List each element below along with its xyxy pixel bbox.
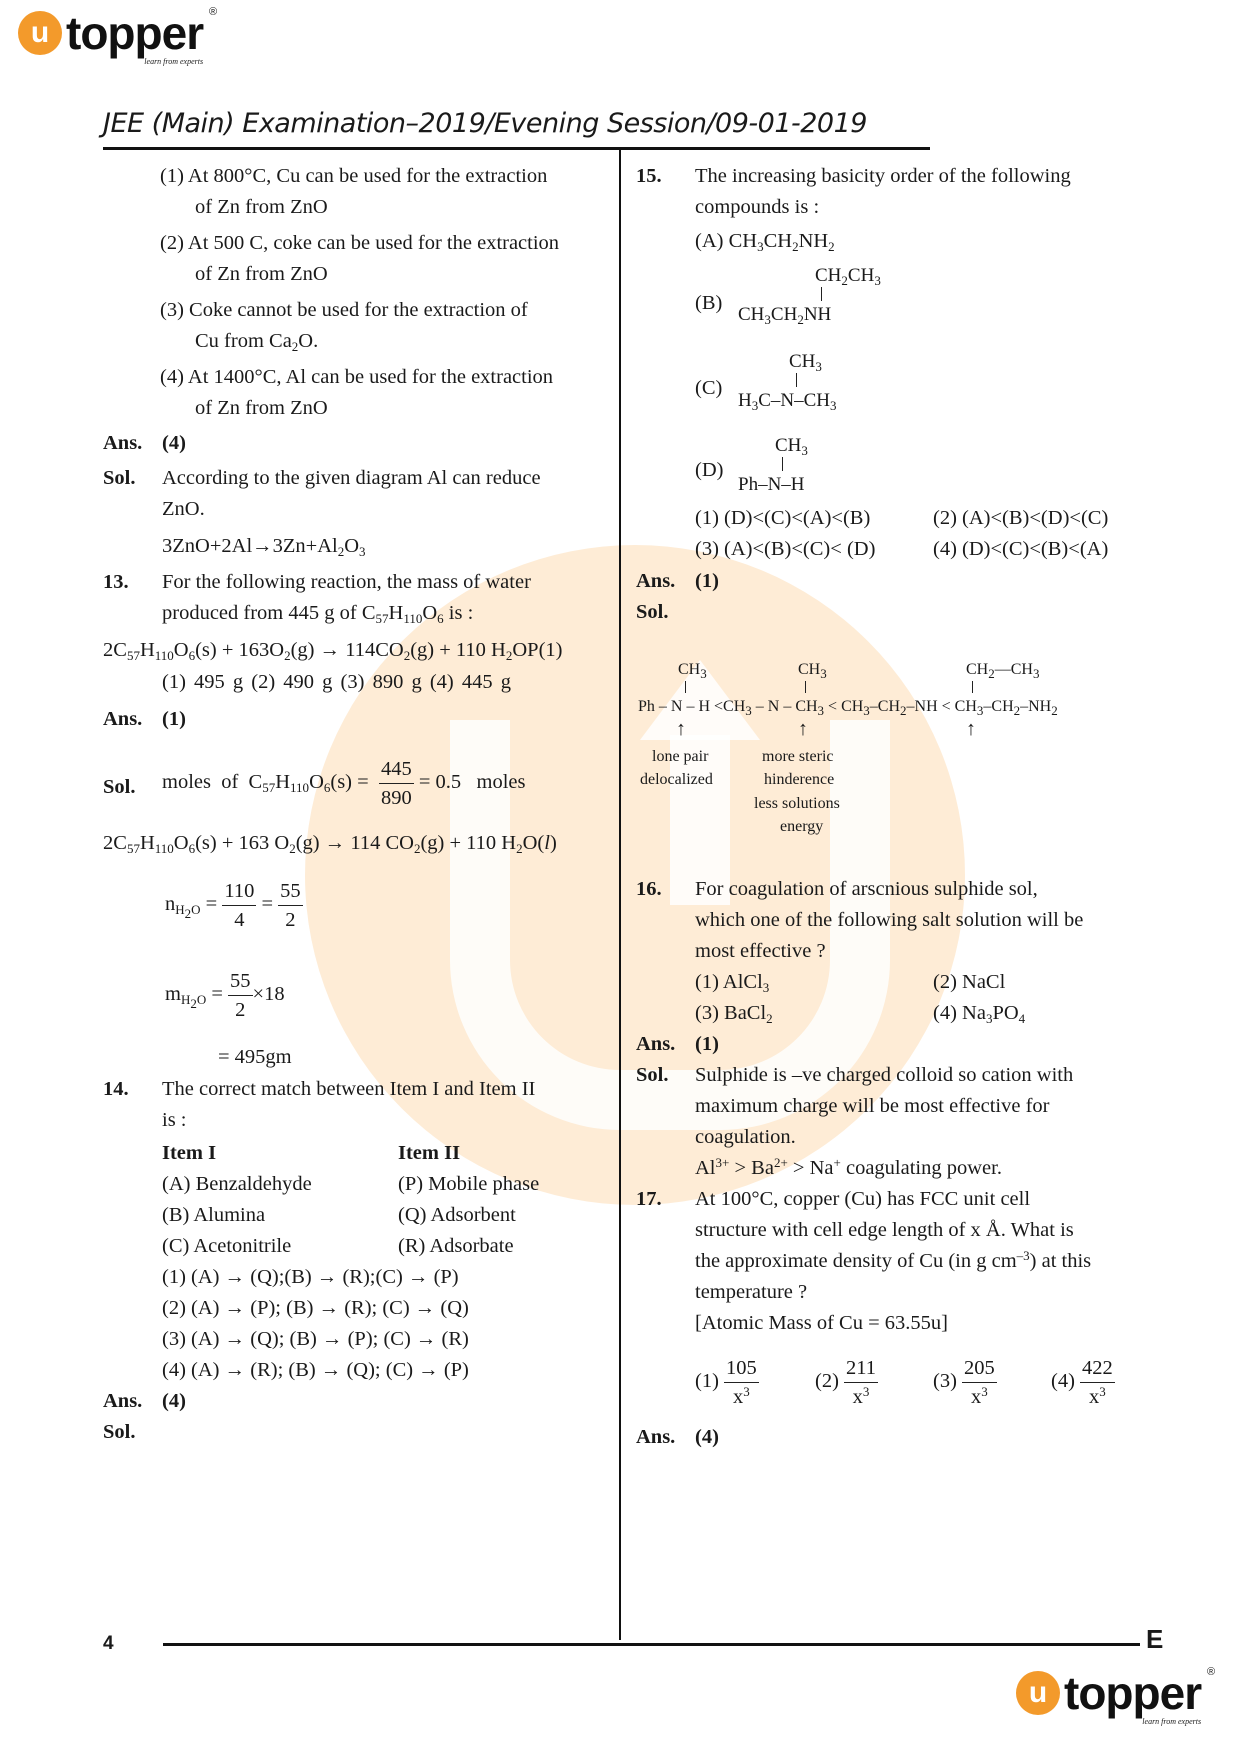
q16-text-line3: most effective ?: [695, 940, 826, 962]
q15-option-2: (2) (A)<(B)<(D)<(C): [933, 507, 1109, 529]
q14-row-a-item2: (P) Mobile phase: [398, 1173, 540, 1195]
brand-logo-top: [18, 6, 218, 66]
brand-logo-circle: u: [18, 11, 62, 55]
q12-opt4-line1: (4) At 1400°C, Al can be used for the extraction: [160, 366, 554, 388]
q17-text-line3: the approximate density of Cu (in g $cm^{-3}$) at this: [695, 1248, 1092, 1272]
q15-sol-arrow-1: ↑: [676, 718, 686, 740]
q15-sol-note1-line1: lone pair: [652, 748, 709, 765]
q12-ans-value: (4): [162, 432, 186, 454]
q14-sol-label: Sol.: [103, 1421, 136, 1443]
q15-sol-arrow-2: ↑: [798, 718, 808, 740]
q15-compound-c-label: (C): [695, 377, 723, 399]
q15-sol-ch3-1: $CH_3$: [678, 661, 707, 681]
header-rule: [103, 147, 930, 150]
q15-sol-note2-line3: less solutions: [754, 795, 840, 812]
q17-ans-label: Ans.: [636, 1426, 676, 1448]
q15-compound-b-label: (B): [695, 292, 723, 314]
q13-text-line2: produced from 445 g of $C_{57}H_{110}O_6$ is :: [162, 602, 474, 626]
q13-sol-n-h2o: $n_{H_2O}$ = $\frac{110}{4}$ = $\frac{55}{2}$: [165, 877, 303, 934]
q14-row-c-item2: (R) Adsorbate: [398, 1235, 514, 1257]
q13-options: (1) 495 g (2) 490 g (3) 890 g (4) 445 g: [162, 671, 511, 693]
q14-option-2: (2) (A) → (P); (B) → (R); (C) → (Q): [162, 1297, 469, 1319]
q14-col2-header: Item II: [398, 1142, 461, 1164]
q12-sol-line2: ZnO.: [162, 498, 205, 520]
q15-compound-c-bond: [796, 373, 797, 387]
q16-sol-line3: coagulation.: [695, 1126, 796, 1148]
q12-opt3-line1: (3) Coke cannot be used for the extraction of: [160, 299, 528, 321]
q15-number: 15.: [636, 165, 662, 187]
q15-sol-ch2ch3: $CH_2—CH_3$: [966, 661, 1040, 681]
q12-sol-equation: $3ZnO+2Al\to 3Zn+Al_2O_3$: [162, 535, 366, 559]
q16-text-line2: which one of the following salt solution will be: [695, 909, 1084, 931]
footer-code: E: [1146, 1624, 1164, 1654]
q16-sol-line2: maximum charge will be most effective for: [695, 1095, 1050, 1117]
q13-reaction: $2C_{57}H_{110}O_6(s) + 163O_2(g) \to 114CO_2(g) + 110$ $H_2OP(1)$: [103, 639, 563, 663]
q15-compound-d-bottom: Ph–N–H: [738, 474, 805, 495]
q12-opt1-line2: of Zn from ZnO: [195, 196, 328, 218]
q13-number: 13.: [103, 571, 129, 593]
q15-compound-a: (A) $CH_3CH_2NH_2$: [695, 230, 835, 254]
q15-ans-value: (1): [695, 570, 719, 592]
q13-sol-result: = 495gm: [218, 1046, 292, 1068]
q13-ans-value: (1): [162, 708, 186, 730]
q16-sol-label: Sol.: [636, 1064, 669, 1086]
page-header: JEE (Main) Examination–2019/Evening Session/09-01-2019: [103, 108, 867, 139]
q15-option-1: (1) (D)<(C)<(A)<(B): [695, 507, 871, 529]
q13-text-line1: For the following reaction, the mass of water: [162, 571, 531, 593]
q15-compound-d-bond: [782, 457, 783, 471]
q13-sol-reaction: $2C_{57}H_{110}O_6(s) + 163$ $O_2(g) \to 114$ $CO_2(g) + 110$ $H_2O(l)$: [103, 832, 557, 856]
q17-text-line5: [Atomic Mass of Cu = 63.55u]: [695, 1312, 948, 1334]
q12-opt4-line2: of Zn from ZnO: [195, 397, 328, 419]
q12-sol-line1: According to the given diagram Al can reduce: [162, 467, 541, 489]
q17-option-1: (1) $\frac{105}{x^3}$: [695, 1354, 759, 1411]
q15-text-line2: compounds is :: [695, 196, 820, 218]
q17-option-2: (2) $\frac{211}{x^3}$: [815, 1354, 878, 1411]
q15-compound-b-top: $CH_2CH_3$: [815, 265, 881, 288]
q15-sol-note2-line2: hinderence: [764, 771, 835, 788]
q15-sol-note2-line1: more steric: [762, 748, 834, 765]
q13-sol-m-h2o: $m_{H_2O}$ = $\frac{55}{2}$ ×18: [165, 967, 285, 1024]
q17-text-line1: At 100°C, copper (Cu) has FCC unit cell: [695, 1188, 1031, 1210]
q15-sol-bond-2: [805, 681, 806, 693]
q15-sol-bond-3: [972, 681, 973, 693]
q13-sol-label: Sol.: [103, 776, 136, 798]
q17-text-line4: temperature ?: [695, 1281, 808, 1303]
q14-text-line1: The correct match between Item I and Item II: [162, 1078, 536, 1100]
q12-ans-label: Ans.: [103, 432, 143, 454]
q12-opt3-line2: Cu from $Ca_2O$.: [195, 330, 319, 354]
q14-option-3: (3) (A) → (Q); (B) → (P); (C) → (R): [162, 1328, 469, 1350]
column-divider: [619, 150, 621, 1640]
q15-sol-ch3-2: $CH_3$: [798, 661, 827, 681]
q15-sol-bond-1: [685, 681, 686, 693]
q14-ans-label: Ans.: [103, 1390, 143, 1412]
q16-ans-value: (1): [695, 1033, 719, 1055]
q14-row-b-item1: (B) Alumina: [162, 1204, 266, 1226]
q15-option-4: (4) (D)<(C)<(B)<(A): [933, 538, 1109, 560]
brand-logo-circle-bottom: u: [1016, 1671, 1060, 1715]
q13-ans-label: Ans.: [103, 708, 143, 730]
q15-compound-c-top: $CH_3$: [789, 351, 822, 374]
q15-compound-c-bottom: $H_3C-N-CH_3$: [738, 390, 837, 413]
q12-sol-label: Sol.: [103, 467, 136, 489]
q15-compound-b-bottom: $CH_3CH_2NH$: [738, 304, 832, 327]
q15-ans-label: Ans.: [636, 570, 676, 592]
brand-name-bottom: topper: [1064, 1667, 1202, 1719]
q15-sol-note1-line2: delocalized: [640, 771, 713, 788]
q14-col1-header: Item I: [162, 1142, 217, 1164]
q15-compound-d-top: $CH_3$: [775, 435, 808, 458]
q14-text-line2: is :: [162, 1109, 187, 1131]
footer-rule: [163, 1643, 1140, 1646]
q15-sol-arrow-3: ↑: [966, 718, 976, 740]
q14-option-1: (1) (A) → (Q);(B) → (R);(C) → (P): [162, 1266, 459, 1288]
q12-opt2-line1: (2) At 500 C, coke can be used for the extraction: [160, 232, 560, 254]
q14-number: 14.: [103, 1078, 129, 1100]
q16-text-line1: For coagulation of arscnious sulphide sol,: [695, 878, 1038, 900]
q15-option-3: (3) (A)<(B)<(C)< (D): [695, 538, 876, 560]
page-number: 4: [103, 1633, 114, 1654]
q12-opt2-line2: of Zn from ZnO: [195, 263, 328, 285]
q17-ans-value: (4): [695, 1426, 719, 1448]
q15-text-line1: The increasing basicity order of the following: [695, 165, 1071, 187]
q13-sol-moles: moles of $C_{57}H_{110}O_6(s)$ = $\frac{445}{890}$ = 0.5 moles: [162, 755, 525, 812]
q16-option-4: (4) $Na_3PO_4$: [933, 1002, 1026, 1026]
q16-ans-label: Ans.: [636, 1033, 676, 1055]
q14-row-c-item1: (C) Acetonitrile: [162, 1235, 292, 1257]
brand-reg: ®: [209, 6, 218, 18]
q16-option-2: (2) NaCl: [933, 971, 1006, 993]
q15-sol-label: Sol.: [636, 601, 669, 623]
q15-compound-b-bond: [821, 287, 822, 301]
q14-row-b-item2: (Q) Adsorbent: [398, 1204, 516, 1226]
q15-compound-d-label: (D): [695, 459, 724, 481]
brand-reg-bottom: ®: [1207, 1666, 1216, 1678]
q15-sol-order: $Ph - N - H <CH_3 - N - CH_3 < CH_3-CH_2-NH < CH_3-CH_2-NH_2$: [638, 698, 1058, 718]
q16-option-3: (3) BaCl$_2$: [695, 1002, 773, 1026]
q16-sol-line1: Sulphide is –ve charged colloid so cation with: [695, 1064, 1074, 1086]
q17-option-4: (4) $\frac{422}{x^3}$: [1051, 1354, 1115, 1411]
q13-moles-fraction: $\frac{445}{890}$: [379, 755, 414, 812]
q14-row-a-item1: (A) Benzaldehyde: [162, 1173, 312, 1195]
q12-opt1-line1: (1) At 800°C, Cu can be used for the extraction: [160, 165, 548, 187]
q17-text-line2: structure with cell edge length of x Å. What is: [695, 1219, 1074, 1241]
q17-option-3: (3) $\frac{205}{x^3}$: [933, 1354, 997, 1411]
q14-option-4: (4) (A) → (R); (B) → (Q); (C) → (P): [162, 1359, 469, 1381]
q15-sol-note2-line4: energy: [780, 818, 824, 835]
brand-logo-bottom: [1016, 1666, 1216, 1726]
brand-tagline: learn from experts: [144, 57, 204, 66]
q17-number: 17.: [636, 1188, 662, 1210]
q16-sol-line4: $Al^{3+} > Ba^{2+} > Na^+$ coagulating power.: [695, 1155, 1002, 1179]
brand-tagline-bottom: learn from experts: [1142, 1717, 1202, 1726]
q16-number: 16.: [636, 878, 662, 900]
q14-ans-value: (4): [162, 1390, 186, 1412]
q16-option-1: (1) AlCl$_3$: [695, 971, 770, 995]
brand-name: topper: [66, 7, 204, 59]
